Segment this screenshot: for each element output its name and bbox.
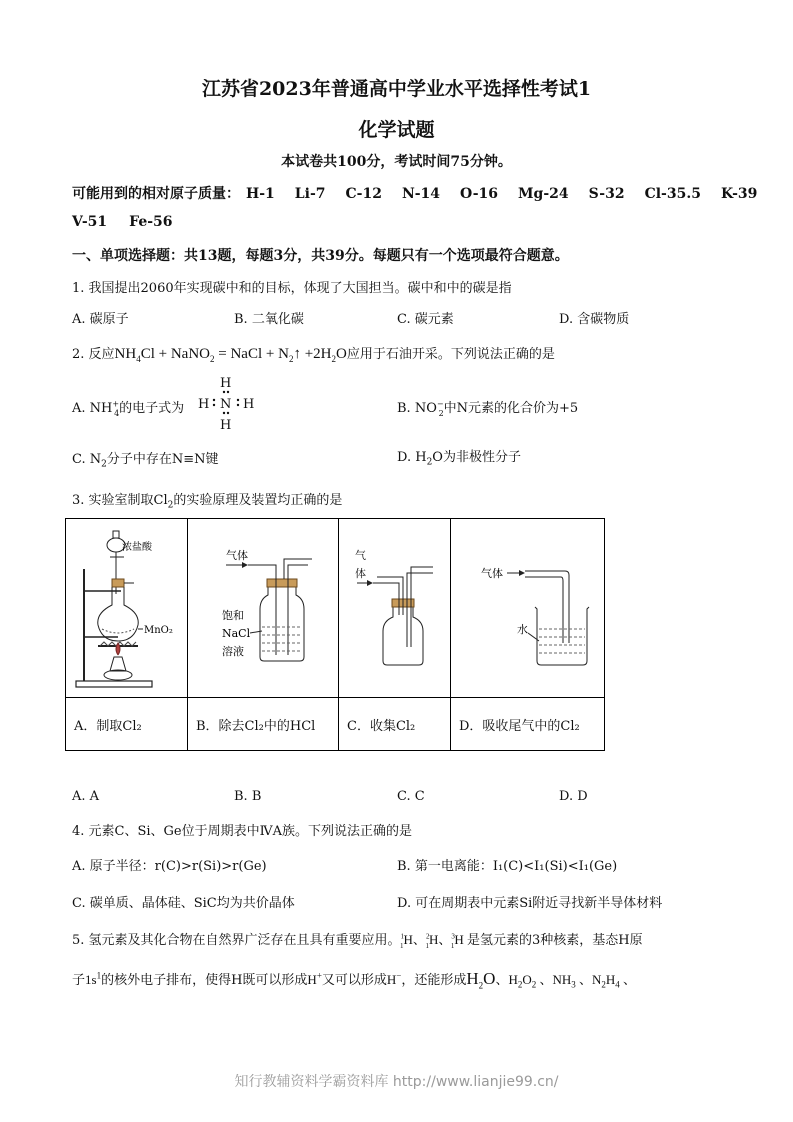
q5-line-2-prefix: 子 [72, 973, 86, 988]
exam-title: 江苏省2023年普通高中学业水平选择性考试1 [201, 78, 592, 100]
q5-line-1 [72, 929, 643, 950]
q1-option-d: D. 含碳物质 [559, 312, 630, 327]
q2-option-a-prefix: A. NH [72, 401, 113, 416]
atomic-mass-item: Cl-35.5 [644, 186, 701, 202]
q5-line-2-mid: 的核外电子排布，使得H既可以形成 [101, 973, 308, 988]
q3-option-a: A. A [72, 789, 100, 804]
caption-b: B．除去Cl₂中的HCl [188, 698, 339, 751]
q2-option-c-mid: 分子中存在N≡N键 [106, 452, 219, 467]
q4-stem: 4. 元素C、Si、Ge位于周期表中ⅣA族。下列说法正确的是 [72, 824, 412, 839]
apparatus-d [451, 519, 605, 698]
ammonium-electron-dot-formula [196, 374, 260, 432]
atomic-mass-label: 可能用到的相对原子质量： [72, 186, 240, 202]
label-gas-d: 气体 [481, 567, 503, 580]
q1-option-b: B. 二氧化碳 [234, 312, 304, 327]
svg-text:体: 体 [355, 567, 366, 580]
atomic-mass-item: K-39 [720, 186, 758, 202]
q2-stem-suffix: 应用于石油开采。下列说法正确的是 [346, 347, 555, 362]
exam-info: 本试卷共100分，考试时间75分钟。 [281, 154, 512, 170]
q2-stem-prefix: 2. 反应 [72, 347, 115, 362]
q4-option-c: C. 碳单质、晶体硅、SiC均为共价晶体 [72, 896, 295, 911]
q5-line-1-prefix: 5. 氢元素及其化合物在自然界广泛存在且具有重要应用。 [72, 933, 401, 948]
atomic-mass-line-2 [72, 214, 173, 230]
q4-option-a: A. 原子半径：r(C)>r(Si)>r(Ge) [72, 859, 267, 874]
label-water: 水 [517, 623, 528, 636]
q3-stem-suffix: 的实验原理及装置均正确的是 [173, 493, 343, 508]
atomic-mass-item: N-14 [401, 186, 441, 202]
label-mno2: MnO₂ [144, 625, 173, 636]
caption-d: D．吸收尾气中的Cl₂ [451, 698, 605, 751]
label-sat: 饱和 [222, 609, 244, 622]
q1-option-c: C. 碳元素 [397, 312, 454, 327]
q5-line-1-suffix: 是氢元素的3种核素，基态H原 [466, 933, 643, 948]
q3-option-b: B. B [234, 789, 262, 804]
atomic-mass-line-1 [72, 183, 757, 203]
q2-option-d: D. $H_2O$为非极性分子 [397, 450, 521, 468]
q2-option-a: A. $NH^+_4$的电子式为 [72, 399, 185, 418]
q3-stem-prefix: 3. 实验室制取Cl [72, 493, 168, 508]
q3-option-c: C. C [397, 789, 425, 804]
q1-option-a: A. 碳原子 [72, 312, 129, 327]
q2-option-b-prefix: B. NO [397, 401, 437, 416]
apparatus-c [339, 519, 451, 698]
q2-option-c-prefix: C. N [72, 452, 102, 467]
q2-option-a-mid: 的电子式为 [119, 401, 185, 416]
atomic-mass-item: Mg-24 [518, 186, 569, 202]
label-nacl: NaCl [222, 627, 251, 640]
svg-text:气: 气 [355, 549, 366, 562]
atomic-mass-item: V-51 [72, 214, 108, 230]
atomic-mass-item: O-16 [460, 186, 499, 202]
atomic-mass-item: S-32 [588, 186, 625, 202]
q4-option-b: B. 第一电离能：I₁(C)<I₁(Si)<I₁(Ge) [397, 859, 618, 874]
apparatus-table [65, 518, 605, 751]
svg-text:N: N [220, 397, 232, 412]
q2-option-b: B. $NO^-_2$中N元素的化合价为+5 [397, 399, 579, 418]
q1-stem: 1. 我国提出2060年实现碳中和的目标，体现了大国担当。碳中和中的碳是指 [72, 281, 512, 296]
q4-option-d: D. 可在周期表中元素Si附近寻找新半导体材料 [397, 896, 663, 911]
atomic-mass-item: Li-7 [294, 186, 326, 202]
footer-watermark: 知行教辅资料学霸资料库 http://www.lianjie99.cn/ [234, 1074, 559, 1090]
apparatus-b [188, 519, 339, 698]
q2-equation: $NH_4Cl$ + NaNO$_2$ = NaCl + $N_2↑ +2H_2O$ [114, 346, 347, 364]
q5-line-2-suffix: ，还能形成 [401, 973, 467, 988]
atomic-mass-item: H-1 [246, 186, 275, 202]
q3-stem: 3. 实验室制取$Cl_2$的实验原理及装置均正确的是 [72, 493, 343, 511]
q5-line-2-mid2: 又可以形成 [321, 973, 387, 988]
q2-stem [72, 343, 555, 364]
q3-option-d: D. D [559, 789, 588, 804]
exam-subtitle: 化学试题 [358, 119, 435, 141]
label-gas-b: 气体 [226, 549, 248, 562]
svg-text:H: H [198, 397, 210, 412]
label-solution: 溶液 [222, 645, 244, 658]
q2-option-c: C. $N_2$分子中存在N≡N键 [72, 452, 219, 470]
q5-compounds: $H_2O$、$H_2O_2$ 、$NH_3$ 、$N_2H_4$ 、 [466, 969, 637, 991]
label-conc-hcl: 浓盐酸 [122, 542, 152, 553]
section-heading: 一、单项选择题：共13题，每题3分，共39分。每题只有一个选项最符合题意。 [72, 248, 569, 264]
q2-option-b-suffix: 中N元素的化合价为+5 [443, 401, 579, 416]
q2-option-d-suffix: O为非极性分子 [432, 450, 521, 465]
q5-line-2: 子$1s^1$的核外电子排布，使得H既可以形成H+又可以形成H−，还能形成$H_2O$、$H_2O_2$ 、$NH_3$ 、$N_2H_4$ 、 [72, 969, 637, 991]
atomic-mass-item: C-12 [345, 186, 382, 202]
q2-option-d-prefix: D. H [397, 450, 427, 465]
apparatus-a [66, 519, 188, 698]
svg-text:H: H [243, 397, 255, 412]
atomic-mass-item: Fe-56 [129, 214, 173, 230]
svg-text:H: H [220, 418, 232, 432]
svg-text:H: H [220, 376, 232, 391]
caption-c: C．收集Cl₂ [339, 698, 451, 751]
caption-a: A．制取Cl₂ [66, 698, 188, 751]
hydrogen-isotopes: $^1_1$H、$^2_1$H、$^3_1$H [400, 932, 467, 950]
